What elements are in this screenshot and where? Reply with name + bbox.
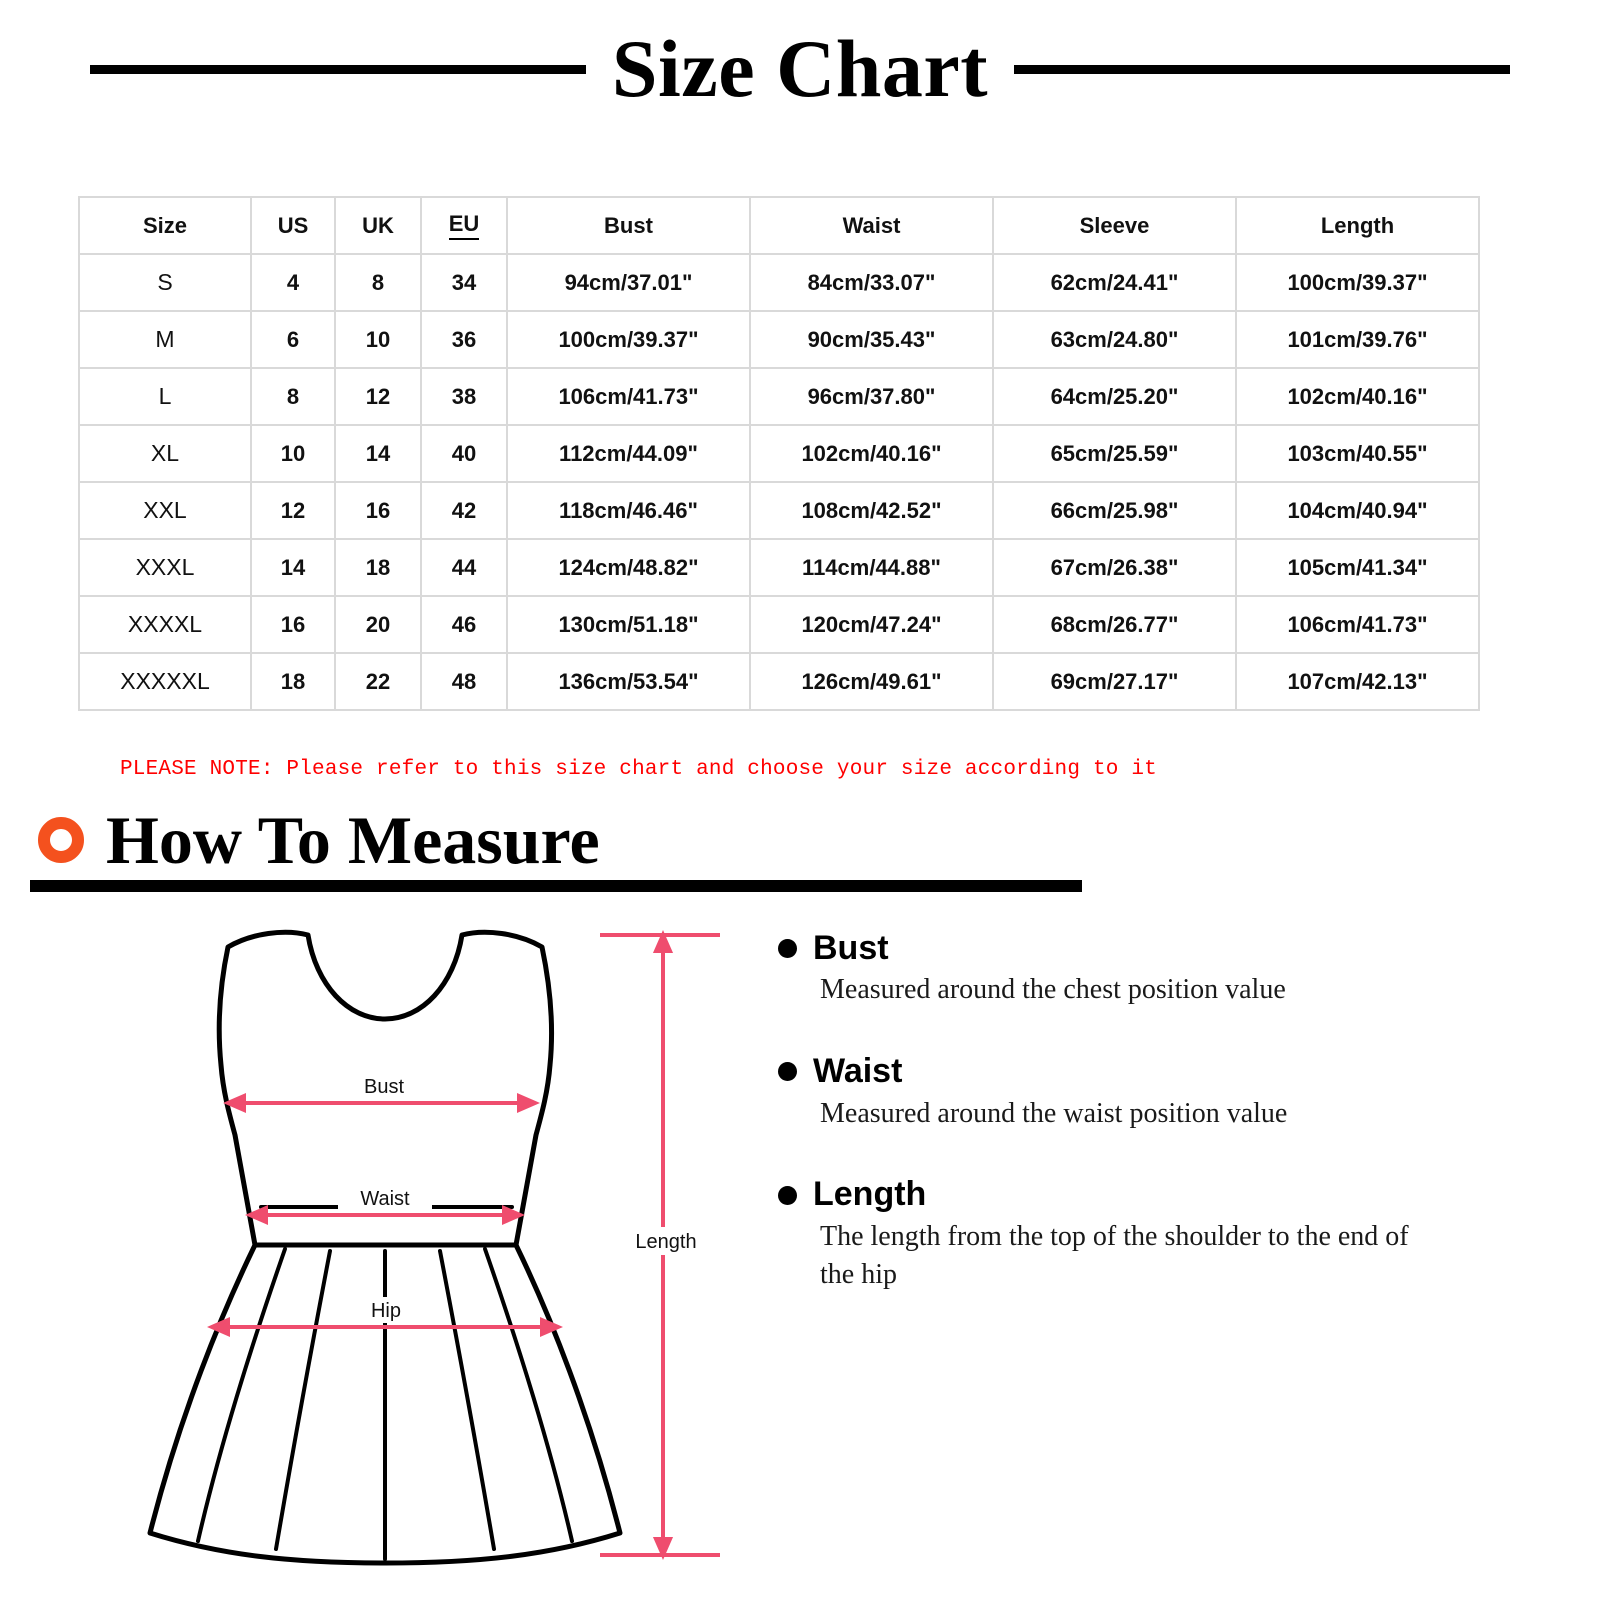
- definition-waist: [778, 1053, 1478, 1132]
- column-header-us: US: [251, 197, 335, 254]
- column-header-eu-label: EU: [449, 211, 480, 240]
- definition-length-desc: The length from the top of the shoulder to the end of the hip: [820, 1220, 1409, 1290]
- definition-bust: [778, 930, 1478, 1009]
- how-to-measure-rule: [30, 880, 1082, 892]
- cell-length: 102cm/40.16": [1236, 368, 1479, 425]
- cell-uk: 20: [335, 596, 421, 653]
- cell-us: 4: [251, 254, 335, 311]
- length-label: Length: [635, 1231, 697, 1253]
- table-header-row: [79, 197, 1479, 254]
- dress-diagram-svg: [80, 915, 720, 1575]
- definition-bust-title: Bust: [813, 929, 889, 967]
- cell-us: 16: [251, 596, 335, 653]
- cell-size: XL: [79, 425, 251, 482]
- cell-uk: 12: [335, 368, 421, 425]
- how-to-measure-heading: How To Measure: [106, 802, 600, 878]
- cell-length: 107cm/42.13": [1236, 653, 1479, 710]
- cell-length: 103cm/40.55": [1236, 425, 1479, 482]
- cell-bust: 106cm/41.73": [507, 368, 750, 425]
- cell-size: XXL: [79, 482, 251, 539]
- bust-label: Bust: [363, 1076, 405, 1098]
- hip-label: Hip: [370, 1300, 402, 1322]
- cell-bust: 112cm/44.09": [507, 425, 750, 482]
- cell-bust: 136cm/53.54": [507, 653, 750, 710]
- cell-bust: 100cm/39.37": [507, 311, 750, 368]
- cell-sleeve: 65cm/25.59": [993, 425, 1236, 482]
- cell-eu: 42: [421, 482, 507, 539]
- cell-size: M: [79, 311, 251, 368]
- waist-label: Waist: [360, 1188, 410, 1210]
- dress-measurement-illustration: [80, 915, 720, 1575]
- cell-eu: 44: [421, 539, 507, 596]
- bullet-icon: [778, 1062, 797, 1081]
- cell-us: 6: [251, 311, 335, 368]
- bullet-icon: [778, 939, 797, 958]
- cell-sleeve: 68cm/26.77": [993, 596, 1236, 653]
- cell-length: 100cm/39.37": [1236, 254, 1479, 311]
- cell-bust: 124cm/48.82": [507, 539, 750, 596]
- cell-bust: 94cm/37.01": [507, 254, 750, 311]
- cell-eu: 38: [421, 368, 507, 425]
- cell-us: 18: [251, 653, 335, 710]
- column-header-bust: Bust: [507, 197, 750, 254]
- cell-sleeve: 62cm/24.41": [993, 254, 1236, 311]
- column-header-eu: [421, 197, 507, 254]
- cell-uk: 8: [335, 254, 421, 311]
- cell-length: 106cm/41.73": [1236, 596, 1479, 653]
- cell-waist: 84cm/33.07": [750, 254, 993, 311]
- definition-length-title: Length: [813, 1175, 927, 1214]
- table-row: [79, 482, 1479, 539]
- how-to-measure-heading-row: [38, 802, 600, 878]
- definition-bust-head: [778, 930, 1478, 967]
- cell-waist: 90cm/35.43": [750, 311, 993, 368]
- definition-bust-desc: Measured around the chest position value: [820, 974, 1286, 1006]
- cell-length: 101cm/39.76": [1236, 311, 1479, 368]
- cell-bust: 118cm/46.46": [507, 482, 750, 539]
- size-table-wrapper: [78, 196, 1478, 711]
- cell-size: S: [79, 254, 251, 311]
- table-row: [79, 311, 1479, 368]
- ring-icon: [38, 817, 84, 863]
- cell-size: L: [79, 368, 251, 425]
- please-note-text: PLEASE NOTE: Please refer to this size chart and choose your size according to it: [120, 758, 1157, 781]
- size-table: [78, 196, 1480, 711]
- cell-waist: 114cm/44.88": [750, 539, 993, 596]
- cell-us: 10: [251, 425, 335, 482]
- column-header-uk: UK: [335, 197, 421, 254]
- table-row: [79, 539, 1479, 596]
- definition-waist-desc: Measured around the waist position value: [820, 1097, 1288, 1129]
- page-title: Size Chart: [611, 23, 989, 114]
- definition-length: [778, 1176, 1478, 1293]
- cell-sleeve: 69cm/27.17": [993, 653, 1236, 710]
- cell-uk: 16: [335, 482, 421, 539]
- cell-eu: 46: [421, 596, 507, 653]
- cell-eu: 48: [421, 653, 507, 710]
- cell-us: 12: [251, 482, 335, 539]
- definition-length-head: [778, 1176, 1478, 1213]
- table-row: [79, 596, 1479, 653]
- cell-sleeve: 66cm/25.98": [993, 482, 1236, 539]
- cell-length: 105cm/41.34": [1236, 539, 1479, 596]
- cell-uk: 22: [335, 653, 421, 710]
- column-header-waist: Waist: [750, 197, 993, 254]
- cell-eu: 40: [421, 425, 507, 482]
- cell-size: XXXXXL: [79, 653, 251, 710]
- cell-size: XXXL: [79, 539, 251, 596]
- definition-waist-title: Waist: [813, 1052, 903, 1091]
- cell-waist: 96cm/37.80": [750, 368, 993, 425]
- cell-sleeve: 63cm/24.80": [993, 311, 1236, 368]
- cell-sleeve: 67cm/26.38": [993, 539, 1236, 596]
- cell-waist: 120cm/47.24": [750, 596, 993, 653]
- cell-length: 104cm/40.94": [1236, 482, 1479, 539]
- cell-size: XXXXL: [79, 596, 251, 653]
- cell-uk: 18: [335, 539, 421, 596]
- size-table-body: [79, 254, 1479, 710]
- title-rule-left: [90, 65, 586, 74]
- cell-waist: 108cm/42.52": [750, 482, 993, 539]
- cell-us: 14: [251, 539, 335, 596]
- cell-bust: 130cm/51.18": [507, 596, 750, 653]
- definition-waist-head: [778, 1053, 1478, 1090]
- column-header-length: Length: [1236, 197, 1479, 254]
- cell-waist: 102cm/40.16": [750, 425, 993, 482]
- table-row: [79, 254, 1479, 311]
- title-rule-right: [1014, 65, 1510, 74]
- cell-eu: 36: [421, 311, 507, 368]
- table-row: [79, 425, 1479, 482]
- table-row: [79, 368, 1479, 425]
- measure-definitions: [778, 930, 1478, 1337]
- cell-eu: 34: [421, 254, 507, 311]
- cell-us: 8: [251, 368, 335, 425]
- bullet-icon: [778, 1186, 797, 1205]
- table-row: [79, 653, 1479, 710]
- cell-uk: 14: [335, 425, 421, 482]
- cell-waist: 126cm/49.61": [750, 653, 993, 710]
- page-title-row: [0, 14, 1600, 124]
- column-header-sleeve: Sleeve: [993, 197, 1236, 254]
- column-header-size: Size: [79, 197, 251, 254]
- cell-uk: 10: [335, 311, 421, 368]
- cell-sleeve: 64cm/25.20": [993, 368, 1236, 425]
